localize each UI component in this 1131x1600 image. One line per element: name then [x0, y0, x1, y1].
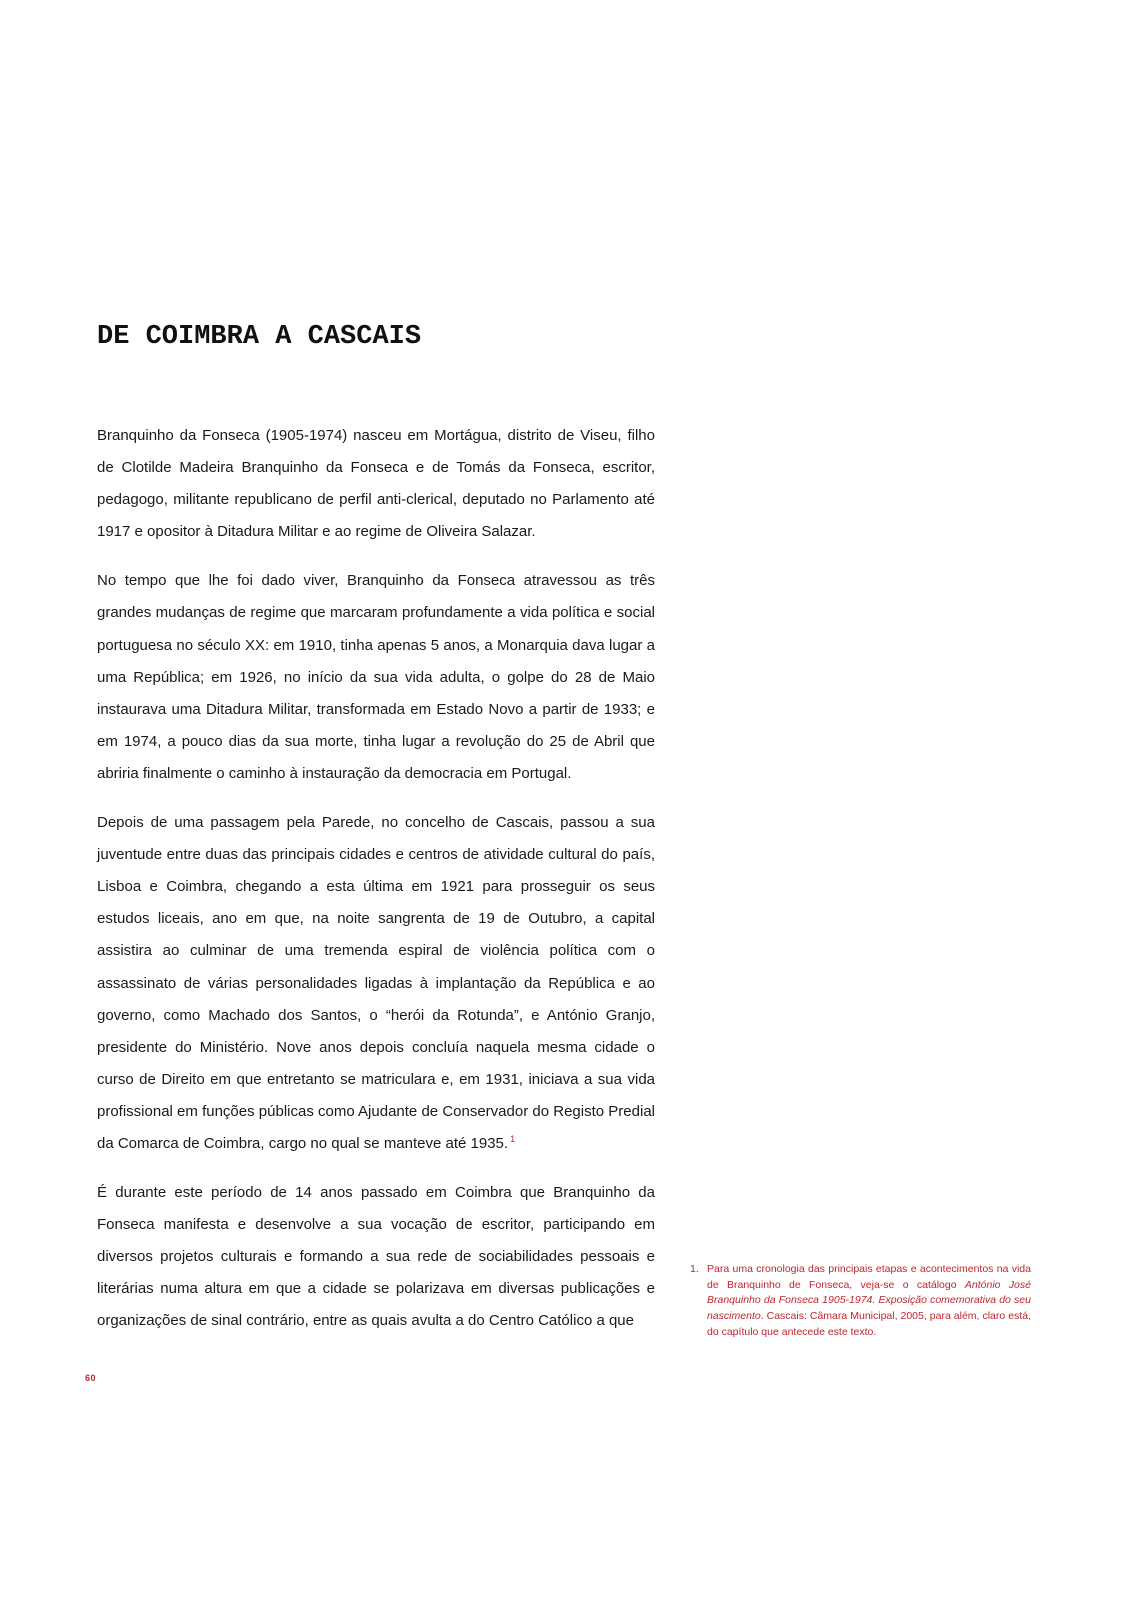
footnote-reference[interactable]: 1 [510, 1133, 516, 1144]
footnote-text-before: Para uma cronologia das principais etapas e acontecimentos na vida de Branquinho de Fonseca, veja-se o catálogo [707, 1263, 1031, 1291]
body-text [97, 420, 655, 1355]
paragraph-3 [97, 807, 655, 1160]
footnote-text-after: . Cascais: Câmara Municipal, 2005, para além, claro está, do capítulo que antecede este texto. [707, 1310, 1031, 1338]
footnote-text [707, 1262, 1031, 1341]
paragraph-4: É durante este período de 14 anos passado em Coimbra que Branquinho da Fonseca manifesta e desenvolve a sua vocação de escritor, participando em diversos projetos culturais e formando a sua rede de sociabilidades pessoais e literárias numa altura em que a cidade se polarizava em diversas publicações e organizações de sinal contrário, entre as quais avulta a do Centro Católico a que [97, 1184, 655, 1330]
paragraph-2: No tempo que lhe foi dado viver, Branquinho da Fonseca atravessou as três grandes mudanças de regime que marcaram profundamente a vida política e social portuguesa no século XX: em 1910, tinha apenas 5 anos, a Monarquia dava lugar a uma República; em 1926, no início da sua vida adulta, o golpe do 28 de Maio instaurava uma Ditadura Militar, transformada em Estado Novo a partir de 1933; e em 1974, a pouco dias da sua morte, tinha lugar a revolução do 25 de Abril que abriria finalmente o caminho à instauração da democracia em Portugal. [97, 572, 655, 782]
chapter-heading: DE COIMBRA A CASCAIS [97, 322, 422, 352]
footnote [690, 1262, 1031, 1341]
page-number: 60 [85, 1373, 97, 1383]
paragraph-1: Branquinho da Fonseca (1905-1974) nasceu em Mortágua, distrito de Viseu, filho de Clotilde Madeira Branquinho da Fonseca e de Tomás da Fonseca, escritor, pedagogo, militante republicano de perfil anti-clerical, deputado no Parlamento até 1917 e opositor à Ditadura Militar e ao regime de Oliveira Salazar. [97, 427, 655, 541]
paragraph-3-text: Depois de uma passagem pela Parede, no concelho de Cascais, passou a sua juventude entre duas das principais cidades e centros de atividade cultural do país, Lisboa e Coimbra, chegando a esta última em 1921 para prosseguir os seus estudos liceais, ano em que, na noite sangrenta de 19 de Outubro, a capital assistira ao culminar de uma tremenda espiral de violência política com o assassinato de várias personalidades ligadas à implantação da República e ao governo, como Machado dos Santos, o “herói da Rotunda”, e António Granjo, presidente do Ministério. Nove anos depois concluía naquela mesma cidade o curso de Direito em que entretanto se matriculara e, em 1931, iniciava a sua vida profissional em funções públicas como Ajudante de Conservador do Registo Predial da Comarca de Coimbra, cargo no qual se manteve até 1935. [97, 814, 655, 1152]
footnote-number: 1. [690, 1263, 699, 1275]
footnote-title: António José Branquinho da Fonseca 1905-1974. Exposição comemorativa do seu nascimento [707, 1278, 1031, 1323]
